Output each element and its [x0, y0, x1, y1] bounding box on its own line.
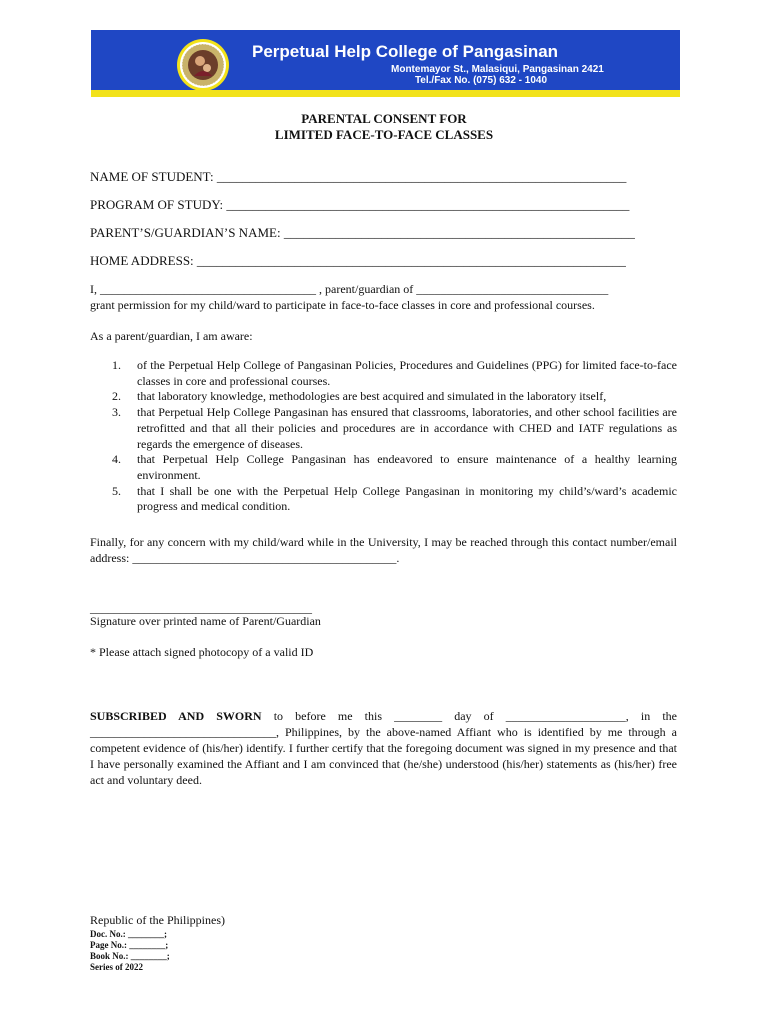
aware-item-number: 4. — [112, 452, 121, 467]
notary-page-no: Page No.: ________; — [90, 940, 169, 950]
contact-paragraph: Finally, for any concern with my child/ward while in the University, I may be reached through this contact number/email address: ____________________________________________. — [90, 535, 677, 565]
aware-item-number: 1. — [112, 358, 121, 372]
college-seal-logo — [176, 38, 230, 92]
aware-item — [112, 405, 677, 452]
document-title-line1: PARENTAL CONSENT FOR — [301, 111, 467, 126]
aware-item-number: 5. — [112, 483, 121, 498]
aware-item-number: 2. — [112, 389, 121, 404]
field-program-of-study: PROGRAM OF STUDY: ______________________________________________________________ — [90, 197, 630, 212]
aware-item-text: that I shall be one with the Perpetual Help College Pangasinan in monitoring my child’s/ward’s academic progress and medical condition. — [137, 483, 677, 514]
attach-id-note: * Please attach signed photocopy of a valid ID — [90, 645, 314, 659]
aware-item — [112, 484, 677, 515]
permission-line-2: grant permission for my child/ward to participate in face-to-face classes in core and professional courses. — [90, 298, 595, 312]
notary-doc-no: Doc. No.: ________; — [90, 929, 167, 939]
aware-intro: As a parent/guardian, I am aware: — [90, 329, 253, 343]
college-name: Perpetual Help College of Pangasinan — [252, 42, 559, 61]
field-student-name: NAME OF STUDENT: _______________________________________________________________ — [90, 169, 627, 184]
sworn-heading: SUBSCRIBED AND SWORN — [90, 709, 262, 723]
signature-label: Signature over printed name of Parent/Guardian — [90, 614, 321, 628]
aware-item-text: that Perpetual Help College Pangasinan has endeavored to ensure maintenance of a healthy learning environment. — [137, 452, 677, 482]
notary-book-no: Book No.: ________; — [90, 951, 170, 961]
college-address: Montemayor St., Malasiqui, Pangasinan 2421 — [391, 64, 604, 75]
college-header-banner — [91, 30, 680, 97]
notary-series: Series of 2022 — [90, 962, 143, 972]
aware-item — [112, 389, 677, 405]
sworn-text: to before me this ________ day of ____________________, in the _______________________________, Philippines, by the above-named Affiant who is identified by me through a competent evidence of (his/her) identify. I further certify that the foregoing document was signed in my presence and that I have personally examined the Affiant and I am convinced that (he/she) understood (his/her) statements as (his/her) free act and voluntary deed. — [90, 709, 677, 787]
permission-line-1: I, ____________________________________ , parent/guardian of ________________________________ — [90, 282, 609, 296]
aware-item-text: that Perpetual Help College Pangasinan has ensured that classrooms, laboratories, and other school facilities are retrofitted and that all their policies and procedures are in accordance with CHED and IATF regulations as regards the emergence of diseases. — [137, 405, 677, 451]
field-home-address: HOME ADDRESS: __________________________________________________________________ — [90, 253, 626, 268]
sworn-paragraph — [90, 708, 677, 788]
aware-item-text: that laboratory knowledge, methodologies are best acquired and simulated in the laboratory itself, — [137, 389, 607, 404]
aware-item-number: 3. — [112, 405, 121, 420]
document-title-line2: LIMITED FACE-TO-FACE CLASSES — [274, 127, 494, 142]
field-guardian-name: PARENT’S/GUARDIAN’S NAME: ______________________________________________________ — [90, 225, 635, 240]
aware-list — [112, 358, 677, 515]
signature-line: _____________________________________ — [90, 601, 312, 615]
college-telfax: Tel./Fax No. (075) 632 - 1040 — [414, 75, 548, 86]
aware-item — [112, 358, 677, 389]
aware-item — [112, 452, 677, 483]
republic-label: Republic of the Philippines) — [90, 913, 225, 927]
aware-item-text: of the Perpetual Help College of Pangasinan Policies, Procedures and Guidelines (PPG) for limited face-to-face classes in core and professional courses. — [137, 358, 677, 388]
college-address-block — [391, 64, 604, 86]
